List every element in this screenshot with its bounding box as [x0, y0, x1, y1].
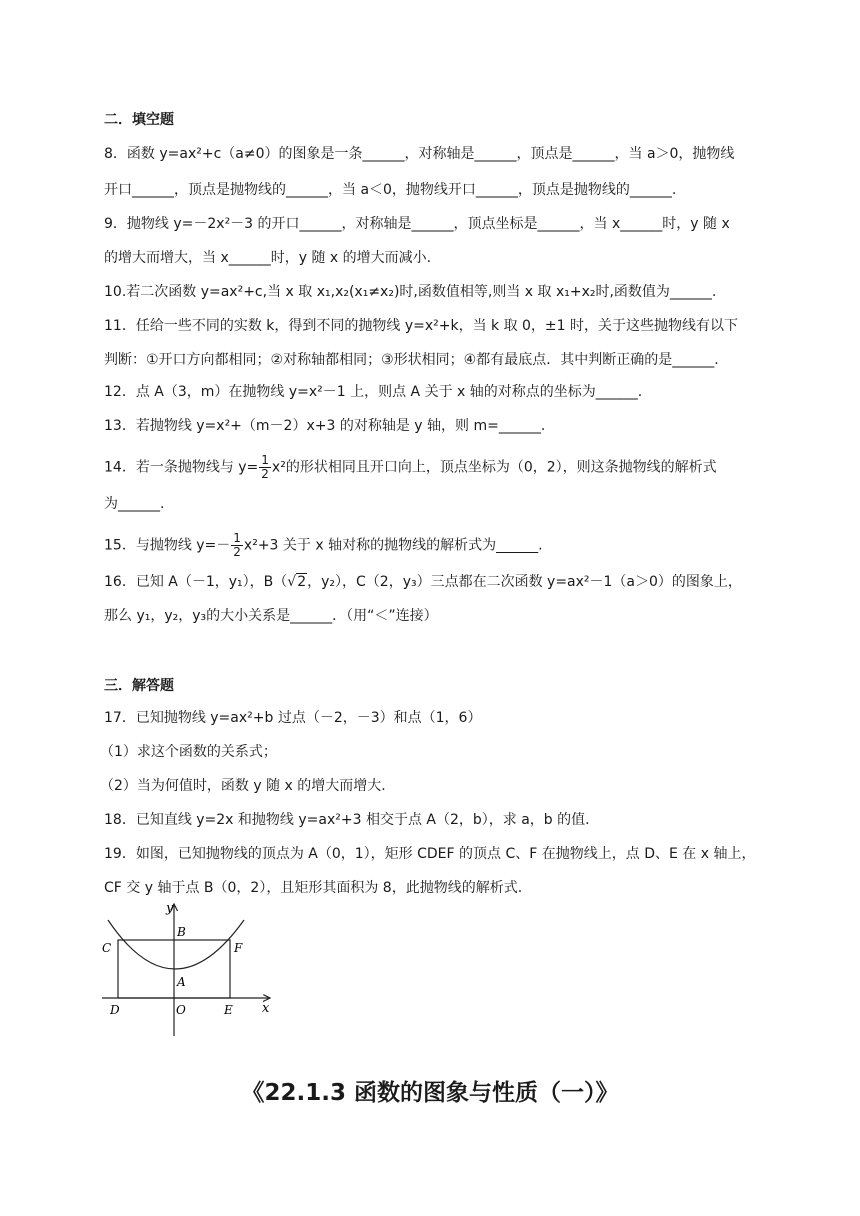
label-y: y: [166, 901, 174, 916]
question-13: 13．若抛物线 y=x²+（m－2）x+3 的对称轴是 y 轴，则 m=______.: [104, 418, 546, 434]
sqrt-sign: √: [287, 574, 297, 590]
question-16-line-2: 那么 y₁，y₂，y₃的大小关系是______．（用“＜”连接）: [104, 608, 438, 624]
question-14-text-end: x²的形状相同且开口向上，顶点坐标为（0，2），则这条抛物线的解析式: [271, 459, 717, 476]
question-17: 17．已知抛物线 y=ax²+b 过点（－2，－3）和点（1，6）: [104, 710, 482, 726]
question-19-line-1: 19．如图，已知抛物线的顶点为 A（0，1），矩形 CDEF 的顶点 C、F 在抛物线上，点 D、E 在 x 轴上，: [104, 846, 756, 862]
question-16-line-1: [104, 572, 742, 592]
question-15-text-end: x²+3 关于 x 轴对称的抛物线的解析式为______.: [243, 537, 543, 554]
label-x: x: [262, 1001, 270, 1016]
fraction-denominator: 2: [261, 467, 269, 481]
question-14-text-start: 14．若一条抛物线与 y=: [104, 459, 259, 476]
section-2-heading: 二．填空题: [104, 112, 174, 128]
question-11-line-1: 11．任给一些不同的实数 k，得到不同的抛物线 y=x²+k，当 k 取 0，±1 时，关于这些抛物线有以下: [104, 318, 739, 334]
section-3-heading: 三．解答题: [104, 678, 174, 694]
label-b: B: [177, 925, 186, 939]
fraction-numerator: 1: [261, 453, 269, 467]
fraction-one-half: [231, 532, 243, 559]
label-a: A: [177, 975, 186, 989]
label-o: O: [176, 1003, 186, 1017]
parabola-curve: [108, 920, 244, 969]
question-19-line-2: CF 交 y 轴于点 B（0，2），且矩形其面积为 8，此抛物线的解析式.: [104, 880, 523, 896]
question-10: 10.若二次函数 y=ax²+c,当 x 取 x₁,x₂(x₁≠x₂)时,函数值相等,则当 x 取 x₁+x₂时,函数值为______.: [104, 284, 717, 300]
fraction-one-half: [259, 454, 271, 481]
question-14-line-1: [104, 454, 717, 481]
question-15-text-start: 15．与抛物线 y=－: [104, 537, 231, 554]
label-c: C: [102, 941, 112, 955]
question-17-part-2: （2）当为何值时，函数 y 随 x 的增大而增大.: [100, 778, 386, 794]
fraction-denominator: 2: [233, 545, 241, 559]
sqrt-radicand: 2: [297, 574, 307, 590]
question-8-line-2: 开口______，顶点是抛物线的______，当 a＜0，抛物线开口______，顶点是抛物线的______.: [104, 182, 677, 198]
question-15: [104, 532, 543, 559]
question-16-text-start: 16．已知 A（－1，y₁），B（: [104, 574, 288, 590]
question-12: 12．点 A（3，m）在抛物线 y=x²－1 上，则点 A 关于 x 轴的对称点的坐标为______.: [104, 384, 643, 400]
question-16-text-end: ，y₂），C（2，y₃）三点都在二次函数 y=ax²－1（a＞0）的图象上，: [307, 574, 742, 590]
label-d: D: [110, 1003, 120, 1017]
parabola-rectangle-figure: [100, 896, 276, 1040]
question-14-line-2: 为______.: [104, 496, 165, 512]
question-9-line-1: 9．抛物线 y=－2x²－3 的开口______，对称轴是______，顶点坐标是______，当 x______时，y 随 x: [104, 216, 730, 232]
question-9-line-2: 的增大而增大，当 x______时，y 随 x 的增大而减小.: [104, 250, 432, 266]
question-18: 18．已知直线 y=2x 和抛物线 y=ax²+3 相交于点 A（2，b），求 a，b 的值.: [104, 812, 590, 828]
document-title: 《22.1.3 函数的图象与性质（一）》: [241, 1080, 619, 1106]
question-17-part-1: （1）求这个函数的关系式；: [100, 744, 277, 760]
fraction-numerator: 1: [233, 531, 241, 545]
label-e: E: [224, 1003, 233, 1017]
square-root-two: [287, 572, 307, 592]
question-8-line-1: 8．函数 y=ax²+c（a≠0）的图象是一条______，对称轴是______，顶点是______，当 a＞0，抛物线: [104, 146, 735, 162]
question-11-line-2: 判断：①开口方向都相同；②对称轴都相同；③形状相同；④都有最底点．其中判断正确的是______.: [104, 352, 719, 368]
label-f: F: [234, 941, 243, 955]
